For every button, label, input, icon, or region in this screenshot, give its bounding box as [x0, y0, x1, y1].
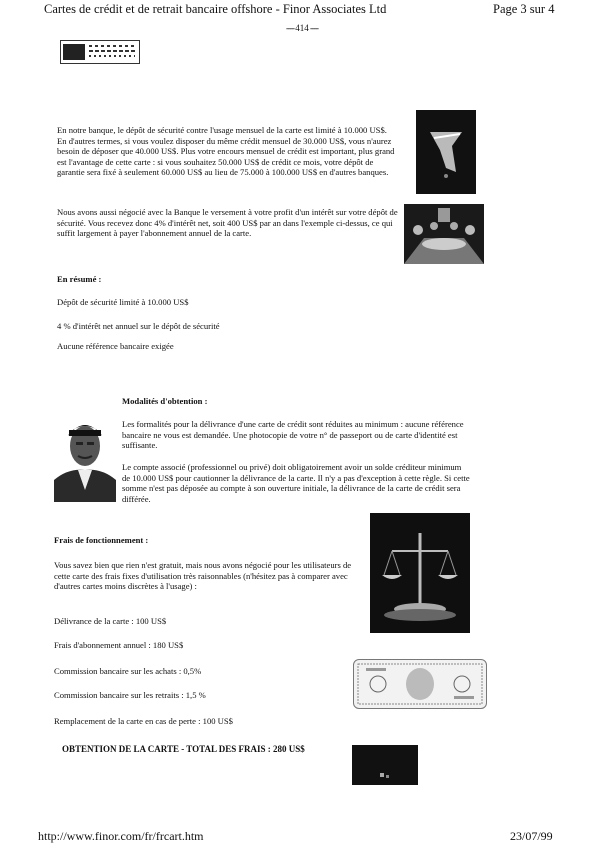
card-small-photo: [352, 745, 418, 785]
resume-heading: En résumé :: [57, 274, 102, 284]
frais-item: Commission bancaire sur les achats : 0,5%: [54, 666, 202, 676]
page-counter-value: 414: [295, 23, 309, 33]
page-counter: ---- 414 ----: [286, 23, 318, 33]
meeting-photo: [404, 204, 484, 264]
card-banner-image: [60, 40, 140, 64]
card-photo: [416, 110, 476, 194]
frais-intro: Vous savez bien que rien n'est gratuit, mais nous avons négocié pour les utilisateurs de cette carte des frais fixes d'utilisation très raisonnables (n'hésitez pas à comparer avec d'autres cartes moins discrètes à l'usage) :: [54, 560, 352, 592]
document-title: Cartes de crédit et de retrait bancaire offshore - Finor Associates Ltd: [44, 2, 387, 16]
intro-paragraph-1: En notre banque, le dépôt de sécurité contre l'usage mensuel de la carte est limité à 10.000 US$. En d'autres termes, si vous voulez disposer du même crédit mensuel de 30.000 US$, vous n'aurez besoin de déposer que 40.000 US$. Plus votre encours mensuel de crédit est important, plus grand est l'avantage de cette carte : si vous souhaitez 50.000 US$ de crédit ce mois, votre dépôt de garantie sera fixé à seulement 60.000 US$ au lieu de 75.000 à 100.000 US$ en d'autres banques.: [57, 125, 395, 178]
total-fees: OBTENTION DE LA CARTE - TOTAL DES FRAIS : 280 US$: [62, 744, 305, 754]
scales-photo: [370, 513, 470, 633]
intro-paragraph-2: Nous avons aussi négocié avec la Banque le versement à votre profit d'un intérêt sur votre dépôt de sécurité. Vous recevez donc 4% d'intérêt net, soit 400 US$ par an dans l'exemple ci-dessus, ce qui suffit largement à payer l'abonnement annuel de la carte.: [57, 207, 398, 239]
resume-item: Aucune référence bancaire exigée: [57, 341, 174, 351]
resume-item: 4 % d'intérêt net annuel sur le dépôt de sécurité: [57, 321, 220, 331]
frais-item: Commission bancaire sur les retraits : 1,5 %: [54, 690, 206, 700]
portrait-photo: [54, 406, 116, 502]
frais-item: Frais d'abonnement annuel : 180 US$: [54, 640, 184, 650]
frais-heading: Frais de fonctionnement :: [54, 535, 149, 545]
modalites-paragraph-1: Les formalités pour la délivrance d'une carte de crédit sont réduites au minimum : aucune référence bancaire ne vous est demandée. Une photocopie de votre n° de passeport ou de carte d'identité est suffisante.: [122, 419, 464, 451]
frais-item: Délivrance de la carte : 100 US$: [54, 616, 167, 626]
banknote-image: [353, 659, 487, 709]
page-number: Page 3 sur 4: [493, 2, 555, 16]
frais-item: Remplacement de la carte en cas de perte : 100 US$: [54, 716, 233, 726]
footer-date: 23/07/99: [510, 829, 553, 843]
footer-url[interactable]: http://www.finor.com/fr/frcart.htm: [38, 829, 204, 843]
modalites-paragraph-2: Le compte associé (professionnel ou privé) doit obligatoirement avoir un solde créditeur minimum de 10.000 US$ pour cautionner la délivrance de la carte. Il n'y a pas d'exception à cette règle. Si cette somme n'est pas déposée au compte à son ouverture initiale, la délivrance de la carte de crédit sera différée.: [122, 462, 470, 504]
resume-item: Dépôt de sécurité limité à 10.000 US$: [57, 297, 189, 307]
modalites-heading: Modalités d'obtention :: [122, 396, 208, 406]
